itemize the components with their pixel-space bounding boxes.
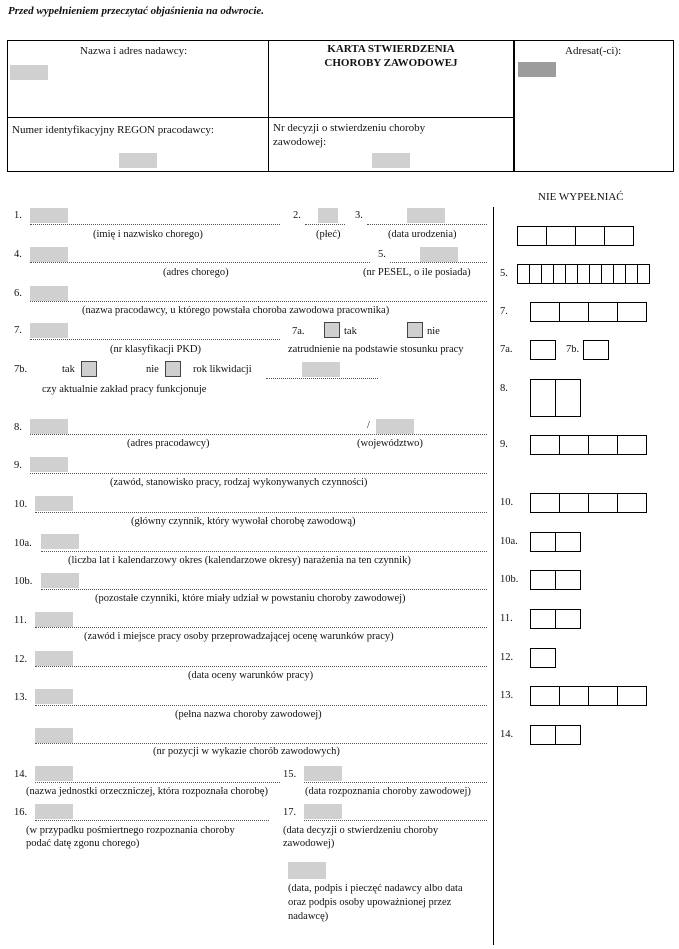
liquidation-year-field[interactable] xyxy=(302,362,340,377)
caption-patient-name: (imię i nazwisko chorego) xyxy=(93,229,203,240)
address-separator: / xyxy=(367,420,370,431)
exposure-period-field[interactable] xyxy=(41,534,79,549)
side-grid-top xyxy=(518,226,634,246)
line-13b xyxy=(35,743,487,744)
side-grid-14 xyxy=(531,725,581,745)
num-3: 3. xyxy=(355,210,363,221)
side-grid-7b xyxy=(584,340,609,360)
caption-signature xyxy=(288,882,463,924)
caption-assessor: (zawód i miejsce pracy osoby przeprowadzającej ocenę warunków pracy) xyxy=(84,631,394,642)
line-4 xyxy=(30,262,370,263)
line-5 xyxy=(390,262,487,263)
side-grid-9 xyxy=(531,435,647,455)
do-not-fill-title: NIE WYPEŁNIAĆ xyxy=(538,191,624,203)
header-vline xyxy=(268,40,269,171)
caption-diagnosing-unit: (nazwa jednostki orzeczniczej, która rozpoznała chorobę) xyxy=(26,786,268,797)
num-8: 8. xyxy=(14,422,22,433)
side-label-11: 11. xyxy=(500,613,513,624)
side-grid-12 xyxy=(531,648,556,668)
employer-name-field[interactable] xyxy=(30,286,68,301)
side-grid-8 xyxy=(531,379,581,417)
num-14: 14. xyxy=(14,769,28,780)
employment-yes-checkbox[interactable] xyxy=(324,322,340,338)
caption-signature-line2: oraz podpis osoby upoważnionej przez xyxy=(288,897,452,908)
side-label-5: 5. xyxy=(500,268,508,279)
decision-date-field[interactable] xyxy=(304,804,342,819)
side-label-12: 12. xyxy=(500,652,514,663)
line-6 xyxy=(30,301,487,302)
line-8 xyxy=(30,434,487,435)
side-grid-7 xyxy=(531,302,647,322)
num-17: 17. xyxy=(283,807,297,818)
line-1 xyxy=(30,224,280,225)
caption-pkd: (nr klasyfikacji PKD) xyxy=(110,344,201,355)
caption-employer-address: (adres pracodawcy) xyxy=(127,438,210,449)
signature-field[interactable] xyxy=(288,862,326,879)
line-17 xyxy=(304,820,487,821)
num-2: 2. xyxy=(293,210,301,221)
side-label-7a: 7a. xyxy=(500,344,513,355)
caption-disease-position: (nr pozycji w wykazie chorób zawodowych) xyxy=(153,746,340,757)
caption-death-date-line2: podać datę zgonu chorego) xyxy=(26,838,140,849)
employment-no-label: nie xyxy=(427,326,440,337)
other-factors-field[interactable] xyxy=(41,573,79,588)
side-label-10: 10. xyxy=(500,497,514,508)
num-13: 13. xyxy=(14,692,28,703)
diagnosing-unit-field[interactable] xyxy=(35,766,73,781)
caption-pesel: (nr PESEL, o ile posiada) xyxy=(363,267,471,278)
caption-birth-date: (data urodzenia) xyxy=(388,229,457,240)
side-label-10b: 10b. xyxy=(500,574,519,585)
caption-decision-date-line1: (data decyzji o stwierdzeniu choroby xyxy=(283,825,439,836)
side-label-13: 13. xyxy=(500,690,514,701)
voivodeship-field[interactable] xyxy=(376,419,414,434)
line-7b xyxy=(266,378,378,379)
num-4: 4. xyxy=(14,249,22,260)
sender-field[interactable] xyxy=(10,65,48,80)
sex-field[interactable] xyxy=(318,208,338,223)
line-3 xyxy=(367,224,487,225)
form-title xyxy=(270,42,512,70)
instructions-notice: Przed wypełnieniem przeczytać objaśnienia na odwrocie. xyxy=(8,5,265,17)
side-label-7b: 7b. xyxy=(566,344,580,355)
line-13a xyxy=(35,705,487,706)
employment-no-checkbox[interactable] xyxy=(407,322,423,338)
caption-diagnosis-date: (data rozpoznania choroby zawodowej) xyxy=(305,786,471,797)
caption-decision-date-line2: zawodowej) xyxy=(283,838,335,849)
num-10b: 10b. xyxy=(14,576,33,587)
operating-yes-label: tak xyxy=(62,364,75,375)
caption-signature-line3: nadawcę) xyxy=(288,911,329,922)
caption-occupation: (zawód, stanowisko pracy, rodzaj wykonywanych czynności) xyxy=(110,477,368,488)
num-1: 1. xyxy=(14,210,22,221)
num-6: 6. xyxy=(14,288,22,299)
line-14 xyxy=(35,782,280,783)
num-12: 12. xyxy=(14,654,28,665)
num-7: 7. xyxy=(14,325,22,336)
num-11: 11. xyxy=(14,615,27,626)
operating-no-checkbox[interactable] xyxy=(165,361,181,377)
decision-number-field[interactable] xyxy=(372,153,410,168)
line-12 xyxy=(35,666,487,667)
side-label-7: 7. xyxy=(500,306,508,317)
caption-disease-name: (pełna nazwa choroby zawodowej) xyxy=(175,709,322,720)
caption-sex: (płeć) xyxy=(316,229,341,240)
line-15 xyxy=(304,782,487,783)
side-divider xyxy=(493,207,494,945)
sender-label: Nazwa i adres nadawcy: xyxy=(80,45,188,57)
side-grid-13 xyxy=(531,686,647,706)
caption-operating: czy aktualnie zakład pracy funkcjonuje xyxy=(42,384,207,395)
side-grid-10 xyxy=(531,493,647,513)
assessment-date-field[interactable] xyxy=(35,651,73,666)
num-7a: 7a. xyxy=(292,326,305,337)
caption-death-date-line1: (w przypadku pośmiertnego rozpoznania choroby xyxy=(26,825,235,836)
caption-decision-date xyxy=(283,824,438,850)
decision-label-line2: zawodowej: xyxy=(273,136,327,148)
num-9: 9. xyxy=(14,460,22,471)
form-title-line2: CHOROBY ZAWODOWEJ xyxy=(324,57,458,69)
occupation-field[interactable] xyxy=(30,457,68,472)
assessor-field[interactable] xyxy=(35,612,73,627)
disease-position-field[interactable] xyxy=(35,728,73,743)
num-16: 16. xyxy=(14,807,28,818)
line-11 xyxy=(35,627,487,628)
line-10b xyxy=(41,589,487,590)
employer-address-field[interactable] xyxy=(30,419,68,434)
decision-label xyxy=(273,121,425,149)
line-10 xyxy=(35,512,487,513)
side-grid-pesel xyxy=(518,264,650,284)
side-label-14: 14. xyxy=(500,729,514,740)
caption-employer-name: (nazwa pracodawcy, u którego powstała choroba zawodowa pracownika) xyxy=(82,305,390,316)
pkd-field[interactable] xyxy=(30,323,68,338)
caption-main-factor: (główny czynnik, który wywołał chorobę zawodową) xyxy=(131,516,356,527)
num-5: 5. xyxy=(378,249,386,260)
caption-voivodeship: (województwo) xyxy=(357,438,423,449)
caption-death-date xyxy=(26,824,235,850)
line-16 xyxy=(35,820,269,821)
side-label-9: 9. xyxy=(500,439,508,450)
employment-yes-label: tak xyxy=(344,326,357,337)
patient-name-field[interactable] xyxy=(30,208,68,223)
decision-label-line1: Nr decyzji o stwierdzeniu choroby xyxy=(273,122,426,134)
caption-assessment-date: (data oceny warunków pracy) xyxy=(188,670,314,681)
form-title-line1: KARTA STWIERDZENIA xyxy=(327,43,455,55)
caption-signature-line1: (data, podpis i pieczęć nadawcy albo data xyxy=(288,883,463,894)
side-grid-10a xyxy=(531,532,581,552)
regon-field[interactable] xyxy=(119,153,157,168)
header-hline xyxy=(7,117,513,118)
side-grid-7a xyxy=(531,340,556,360)
operating-yes-checkbox[interactable] xyxy=(81,361,97,377)
num-15: 15. xyxy=(283,769,297,780)
patient-address-field[interactable] xyxy=(30,247,68,262)
line-10a xyxy=(41,551,487,552)
birth-date-field[interactable] xyxy=(407,208,445,223)
operating-no-label: nie xyxy=(146,364,159,375)
disease-name-field[interactable] xyxy=(35,689,73,704)
death-date-field[interactable] xyxy=(35,804,73,819)
side-label-10a: 10a. xyxy=(500,536,518,547)
line-9 xyxy=(30,473,487,474)
addressee-box xyxy=(514,40,674,172)
main-factor-field[interactable] xyxy=(35,496,73,511)
num-10a: 10a. xyxy=(14,538,32,549)
side-grid-10b xyxy=(531,570,581,590)
side-grid-11 xyxy=(531,609,581,629)
side-label-8: 8. xyxy=(500,383,508,394)
addressee-label: Adresat(-ci): xyxy=(565,45,622,57)
caption-exposure-period: (liczba lat i kalendarzowy okres (kalendarzowe okresy) narażenia na ten czynnik) xyxy=(68,555,411,566)
liquidation-year-label: rok likwidacji xyxy=(193,364,252,375)
line-7 xyxy=(30,339,280,340)
caption-other-factors: (pozostałe czynniki, które miały udział w powstaniu choroby zawodowej) xyxy=(95,593,406,604)
num-7b: 7b. xyxy=(14,364,28,375)
caption-patient-address: (adres chorego) xyxy=(163,267,229,278)
addressee-field[interactable] xyxy=(518,62,556,77)
diagnosis-date-field[interactable] xyxy=(304,766,342,781)
pesel-field[interactable] xyxy=(420,247,458,262)
regon-label: Numer identyfikacyjny REGON pracodawcy: xyxy=(12,124,214,136)
num-10: 10. xyxy=(14,499,28,510)
caption-employment: zatrudnienie na podstawie stosunku pracy xyxy=(288,344,464,355)
line-2 xyxy=(305,224,345,225)
